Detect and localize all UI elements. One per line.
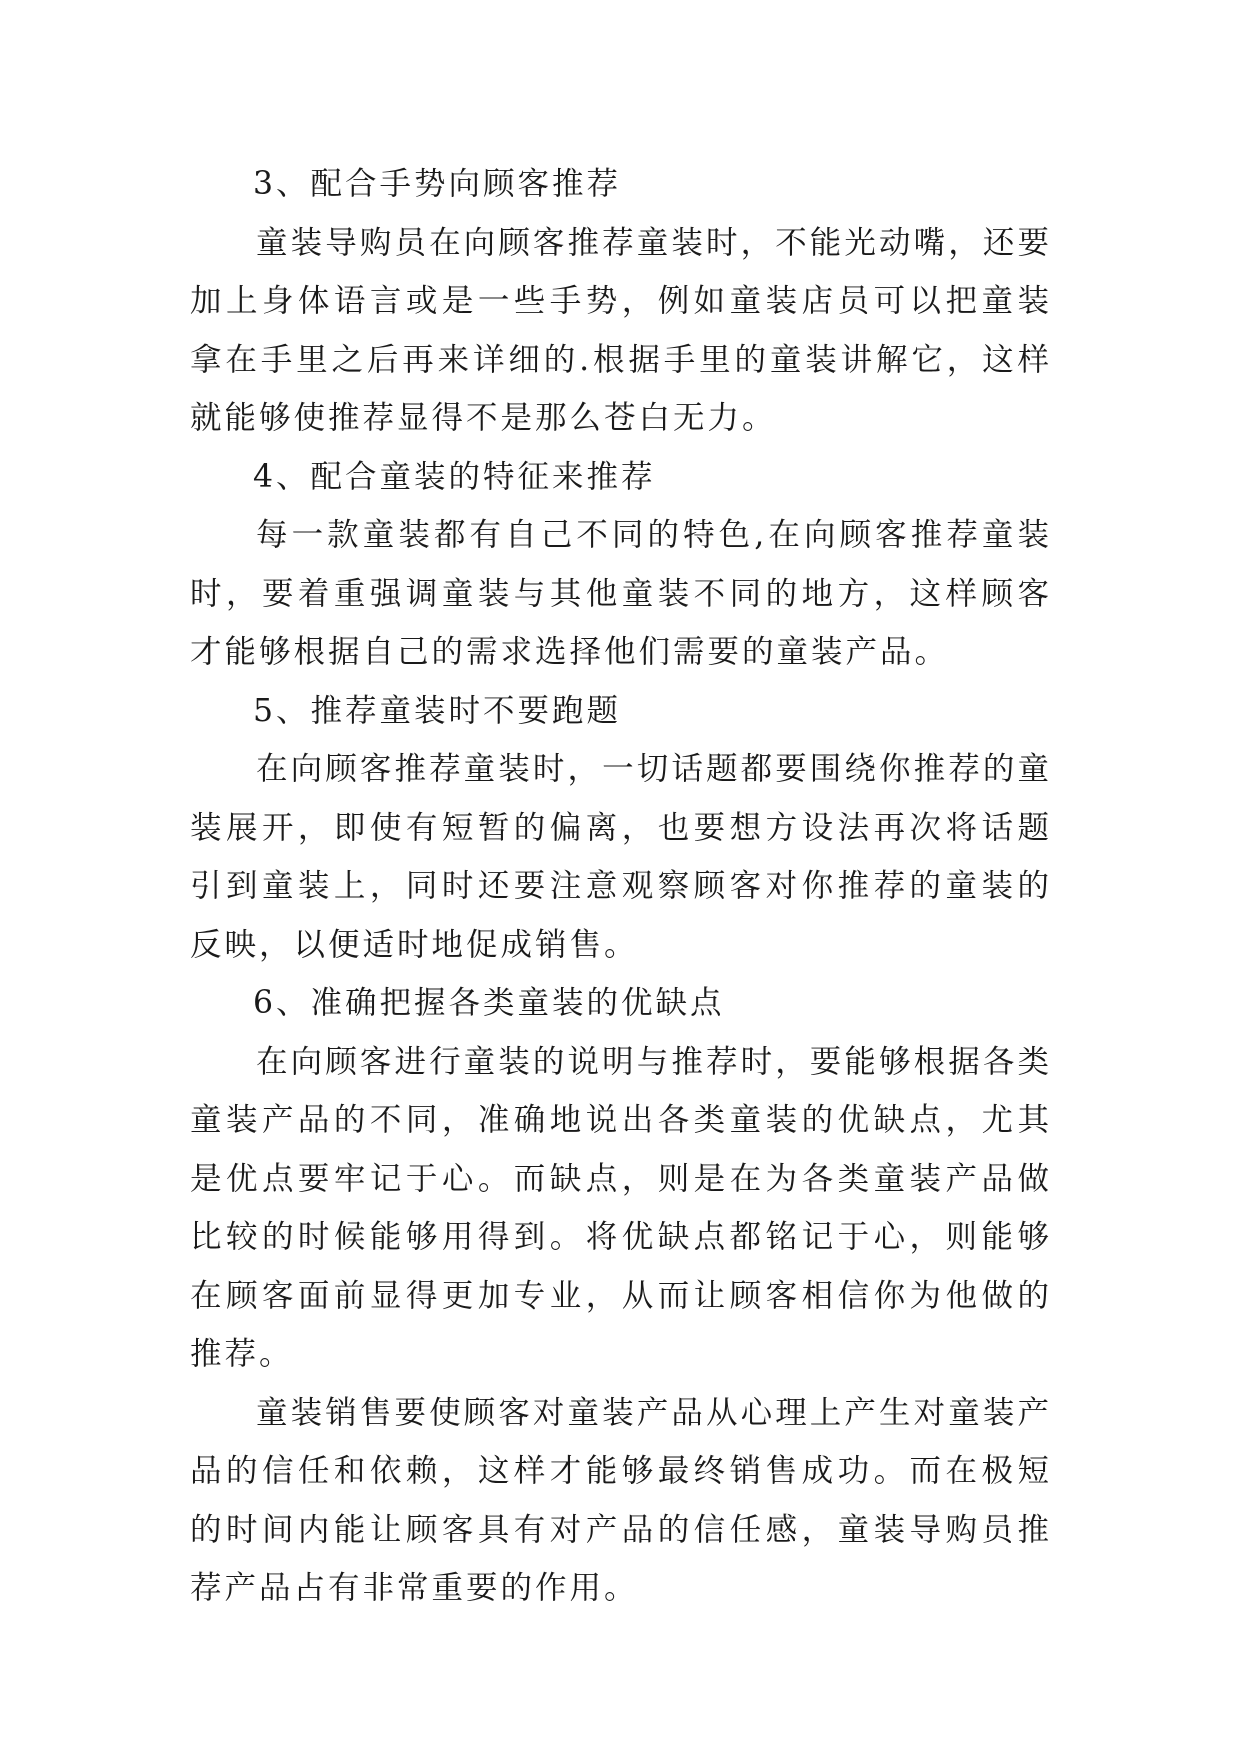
section-paragraph-3: 童装导购员在向顾客推荐童装时，不能光动嘴，还要加上身体语言或是一些手势，例如童装店员可以把童装拿在手里之后再来详细的.根据手里的童装讲解它，这样就能够使推荐显得不是那么苍白无力。: [190, 224, 1052, 436]
section-paragraph-5: 在向顾客推荐童装时，一切话题都要围绕你推荐的童装展开，即使有短暂的偏离，也要想方设法再次将话题引到童装上，同时还要注意观察顾客对你推荐的童装的反映，以便适时地促成销售。: [190, 751, 1052, 963]
section-paragraph-6: 在向顾客进行童装的说明与推荐时，要能够根据各类童装产品的不同，准确地说出各类童装的优缺点，尤其是优点要牢记于心。而缺点，则是在为各类童装产品做比较的时候能够用得到。将优缺点都铭记于心，则能够在顾客面前显得更加专业，从而让顾客相信你为他做的推荐。: [190, 1043, 1052, 1372]
document-body: [190, 155, 1052, 1618]
section-heading-5: 5、推荐童装时不要跑题: [253, 692, 622, 729]
section-paragraph-4: 每一款童装都有自己不同的特色,在向顾客推荐童装时，要着重强调童装与其他童装不同的地方，这样顾客才能够根据自己的需求选择他们需要的童装产品。: [190, 517, 1052, 670]
section-heading-6: 6、准确把握各类童装的优缺点: [253, 985, 725, 1021]
closing-paragraph: 童装销售要使顾客对童装产品从心理上产生对童装产品的信任和依赖，这样才能够最终销售成功。而在极短的时间内能让顾客具有对产品的信任感，童装导购员推荐产品占有非常重要的作用。: [190, 1394, 1052, 1606]
section-heading-4: 4、配合童装的特征来推荐: [253, 458, 656, 495]
section-heading-3: 3、配合手势向顾客推荐: [253, 166, 622, 202]
